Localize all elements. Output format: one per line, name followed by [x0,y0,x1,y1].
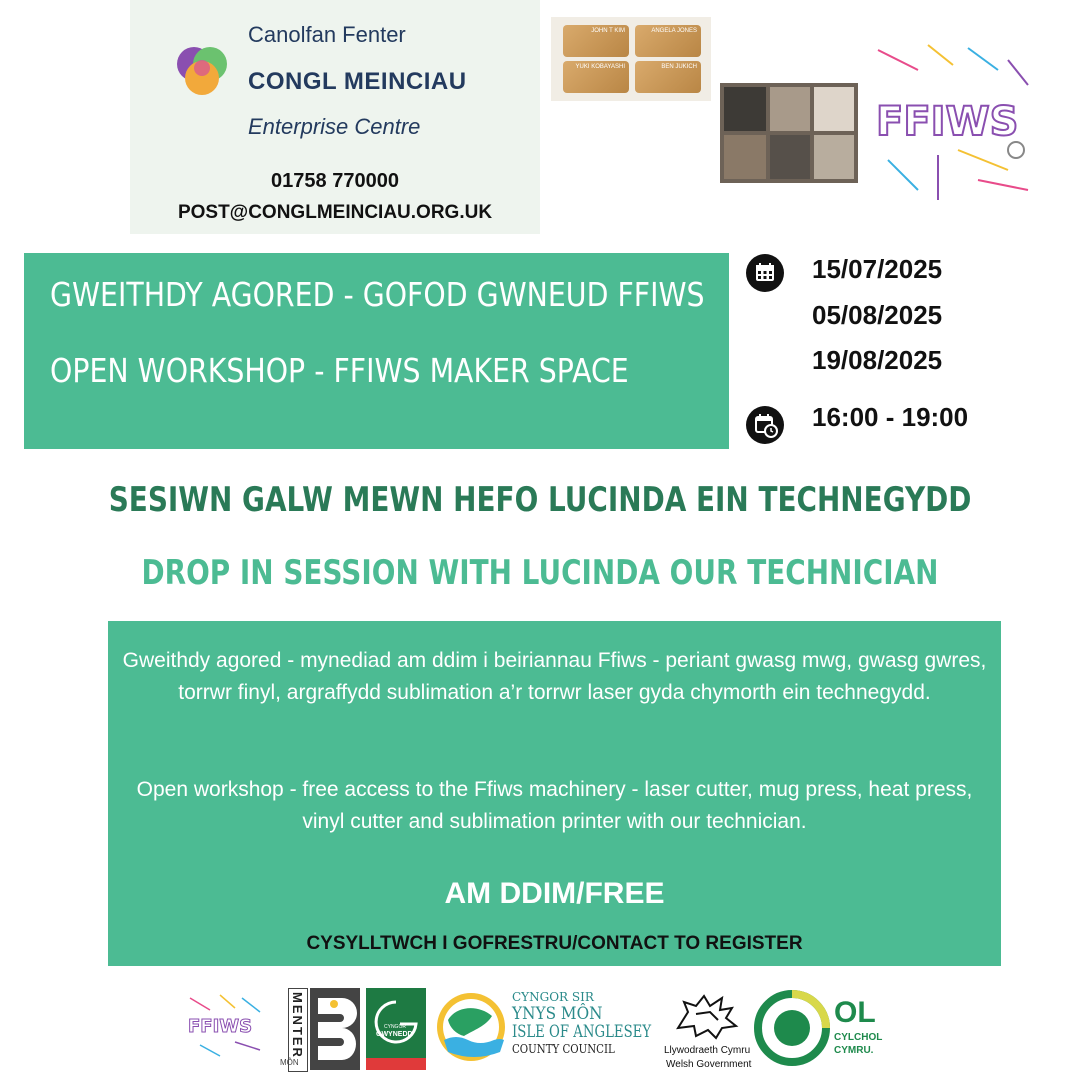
menter-mon-logo: MENTER MÔN [288,988,360,1070]
register-call-to-action: CYSYLLTWCH I GOFRESTRU/CONTACT TO REGISTER [306,933,803,954]
coaster: ANGELA JONES [635,25,701,57]
description-english: Open workshop - free access to the Ffiws machinery - laser cutter, mug press, heat press, vinyl cutter and sublimation printer with our technician. [136,778,973,833]
coasters-photo [551,17,711,101]
ffiws-footer-logo [180,990,272,1060]
phone-number: 01758 770000 [271,170,399,192]
event-date: 15/07/2025 [812,254,943,284]
calendar-icon [746,254,784,292]
cylchol-name: CYLCHOL [834,1032,883,1043]
event-time: 16:00 - 19:00 [812,402,969,432]
cylchol-cymru-logo-icon [754,990,830,1066]
org-name-welsh: Canolfan Fenter [248,22,406,47]
org-name: CONGL MEINCIAU [248,68,467,95]
welsh-gov-label-english: Welsh Government [666,1059,752,1070]
cylchol-ol: OL [834,996,876,1029]
session-heading-welsh: SESIWN GALW MEWN HEFO LUCINDA EIN TECHNEGYDD [108,480,972,520]
cylchol-cymru: CYMRU. [834,1045,874,1056]
ffiws-logo [858,40,1038,210]
event-date: 19/08/2025 [812,345,943,375]
coaster: JOHN T KIM [563,25,629,57]
gwynedd-council-logo: CYNGOR GWYNEDD [366,988,426,1070]
event-title-english: OPEN WORKSHOP - FFIWS MAKER SPACE [50,351,629,390]
ffiws-wordmark: FFIWS [876,99,1019,145]
welsh-gov-label-welsh: Llywodraeth Cymru [664,1045,751,1056]
welsh-dragon-icon [670,988,746,1046]
price-label: AM DDIM/FREE [444,877,665,910]
calendar-clock-icon [746,406,784,444]
products-collage-photo [720,83,858,183]
svg-text:FFIWS: FFIWS [188,1016,253,1037]
congl-meinciau-logo-icon [172,40,232,100]
description-welsh: Gweithdy agored - mynediad am ddim i beiriannau Ffiws - periant gwasg mwg, gwasg gwres, torrwr finyl, argraffydd sublimation a’r torrwr laser gyda chymorth ein technegydd. [122,649,987,704]
email-address: POST@CONGLMEINCIAU.ORG.UK [177,202,493,223]
menter-mon-emblem-icon [312,994,358,1064]
org-name-english: Enterprise Centre [248,114,421,139]
anglesey-council-emblem-icon [434,990,508,1064]
event-date: 05/08/2025 [812,300,943,330]
event-title-banner [24,253,729,449]
coaster: BEN JUKICH [635,61,701,93]
event-title-welsh: GWEITHDY AGORED - GOFOD GWNEUD FFIWS [50,275,705,314]
description-box [108,621,1001,966]
session-heading-english: DROP IN SESSION WITH LUCINDA OUR TECHNICIAN [141,553,939,593]
coaster: YUKI KOBAYASHI [563,61,629,93]
